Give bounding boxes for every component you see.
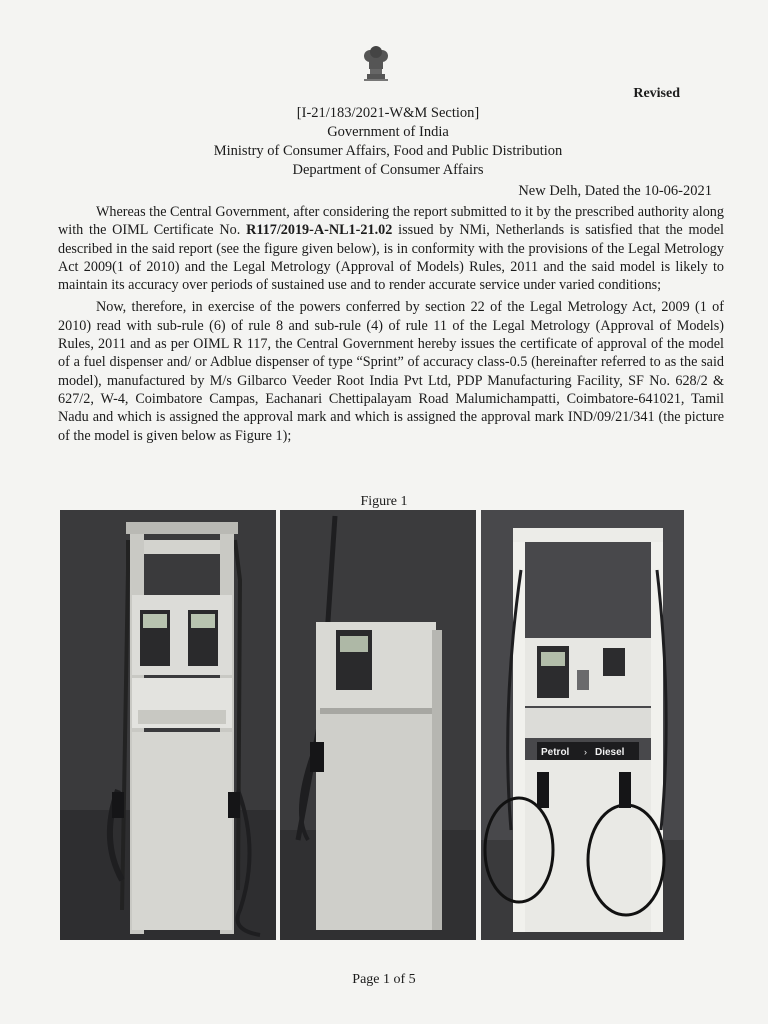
page-number: Page 1 of 5 <box>352 972 416 987</box>
sign-separator-icon: › <box>584 747 587 757</box>
paragraph-1: Whereas the Central Government, after considering the report submitted to it by the prescribed authority along with the OIML Certificate No. R117/2019-A-NL1-21.02 issued by NMi, Netherlands is satisfied that the model described in the said report (see the figure given below), is in conformity with the provisions of the Legal Metrology Act 2009(1 of 2010) and the Legal Metrology (Approval of Models) Rules, 2011 and the said model is likely to maintain its accuracy over periods of sustained use and to render accurate service under varied conditions; <box>58 204 724 294</box>
diesel-label: Diesel <box>595 747 625 758</box>
dispenser-image-2 <box>280 510 476 940</box>
dispenser-photo-3 <box>481 510 684 940</box>
certificate-number: R117/2019-A-NL1-21.02 <box>246 222 393 239</box>
figure-caption: Figure 1 <box>360 494 408 509</box>
paragraph-2: Now, therefore, in exercise of the powers conferred by section 22 of the Legal Metrology Act, 2009 (1 of 2010) read with sub-rule (6) of rule 8 and sub-rule (4) of rule 11 of the Legal Metrology (Approval of Models) Rules, 2011 and as per OIML R 117, the Central Government hereby issues the certificate of approval of the model of a fuel dispenser and/ or Adblue dispenser of type “Sprint” of accuracy class-0.5 (hereinafter referred to as the said model), manufactured by M/s Gilbarco Veeder Root India Pvt Ltd, PDP Manufacturing Facility, SF No. 628/2 & 627/2, W-4, Coimbatore Campas, Eachanari Chettipalayam Road Malumichampatti, Coimbatore-641021, Tamil Nadu and which is assigned the approval mark and which is assigned the approval mark IND/09/21/341 (the picture of the model is given below as Figure 1); <box>58 299 724 444</box>
file-number: [I-21/183/2021-W&M Section] <box>296 105 480 121</box>
body-text <box>58 203 724 449</box>
date-line: New Delh, Dated the 10-06-2021 <box>518 183 712 199</box>
dispenser-image-3 <box>481 510 684 940</box>
ministry-line: Ministry of Consumer Affairs, Food and Public Distribution <box>213 143 563 159</box>
revised-label: Revised <box>633 86 680 101</box>
dispenser-photo-2 <box>280 510 476 940</box>
department-line: Department of Consumer Affairs <box>292 162 484 178</box>
document-header <box>0 104 768 180</box>
national-emblem-icon <box>359 40 393 82</box>
dispenser-photo-1 <box>60 510 276 940</box>
petrol-label: Petrol <box>541 747 570 758</box>
government-line: Government of India <box>327 124 449 140</box>
dispenser-image-1 <box>60 510 276 940</box>
